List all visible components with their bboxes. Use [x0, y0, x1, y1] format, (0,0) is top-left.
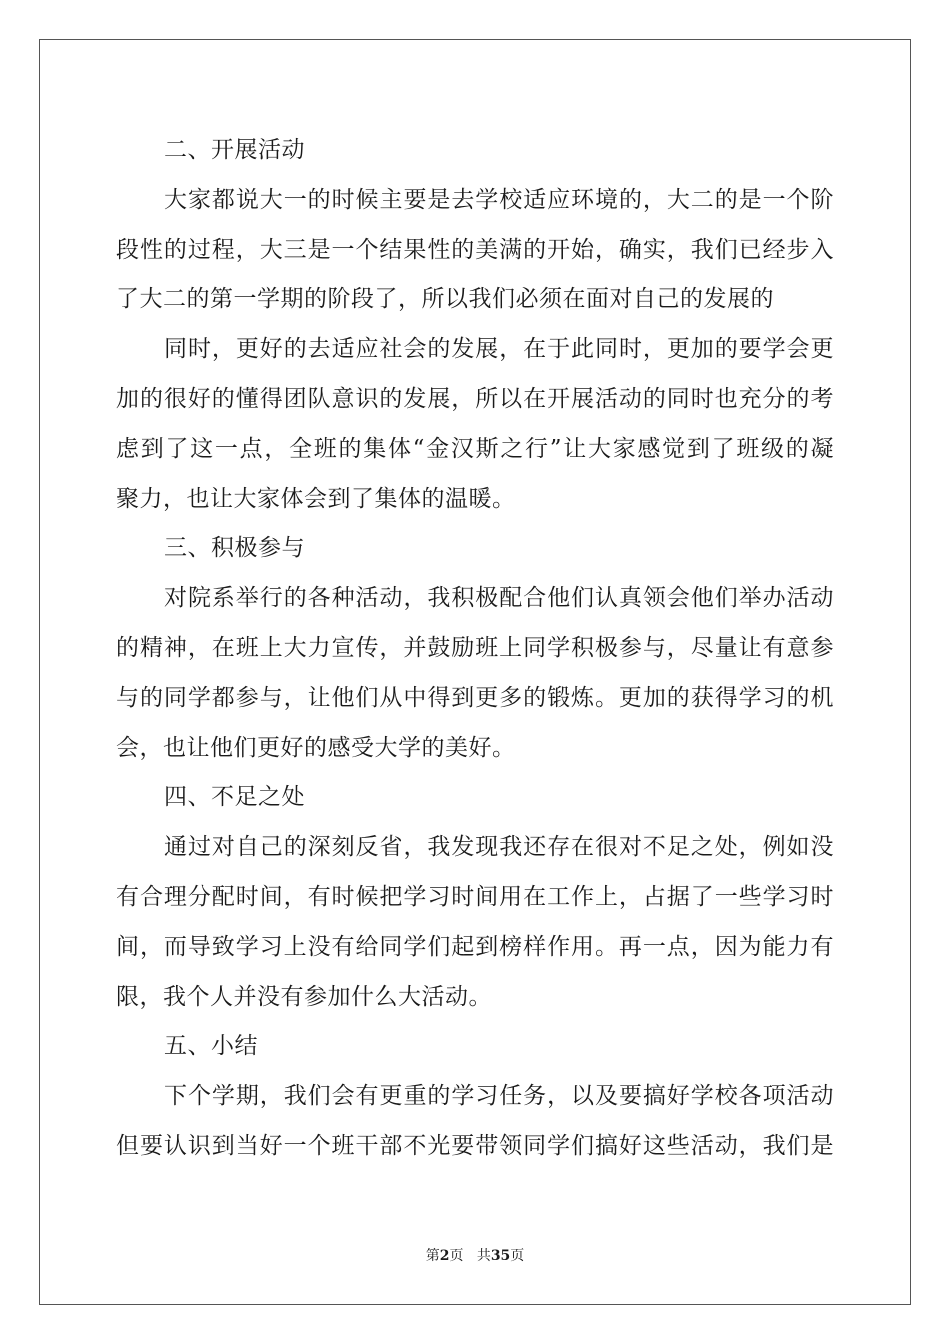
text-line: 段性的过程，大三是一个结果性的美满的开始，确实，我们已经步入	[116, 236, 834, 263]
total-pages: 35	[490, 1248, 511, 1264]
total-suffix: 页	[510, 1248, 525, 1264]
document-body	[116, 126, 834, 1172]
text-line: 但要认识到当好一个班干部不光要带领同学们搞好这些活动，我们是	[116, 1132, 834, 1159]
text-line: 会，也让他们更好的感受大学的美好。	[116, 734, 516, 761]
page-prefix: 第	[425, 1248, 440, 1264]
text-line: 了大二的第一学期的阶段了，所以我们必须在面对自己的发展的	[116, 286, 774, 313]
page-number: 2	[439, 1248, 450, 1264]
text-line: 的精神，在班上大力宣传，并鼓励班上同学积极参与，尽量让有意参	[116, 634, 834, 661]
text-line: 聚力，也让大家体会到了集体的温暖。	[116, 485, 516, 512]
text-line: 二、开展活动	[164, 137, 305, 163]
text-line: 大家都说大一的时候主要是去学校适应环境的，大二的是一个阶	[164, 186, 834, 213]
text-line: 与的同学都参与，让他们从中得到更多的锻炼。更加的获得学习的机	[116, 684, 834, 711]
text-line: 加的很好的懂得团队意识的发展，所以在开展活动的同时也充分的考	[116, 385, 834, 412]
text-line: 限，我个人并没有参加什么大活动。	[116, 983, 492, 1010]
text-line: 同时，更好的去适应社会的发展，在于此同时，更加的要学会更	[164, 336, 834, 363]
text-line: 虑到了这一点，全班的集体“金汉斯之行”让大家感觉到了班级的凝	[116, 435, 834, 462]
text-line: 五、小结	[164, 1033, 258, 1060]
text-line: 有合理分配时间，有时候把学习时间用在工作上，占据了一些学习时	[116, 883, 834, 910]
text-line: 下个学期，我们会有更重的学习任务，以及要搞好学校各项活动	[164, 1083, 834, 1110]
total-prefix: 共	[476, 1248, 491, 1264]
text-line: 三、积极参与	[164, 535, 305, 562]
text-line: 间，而导致学习上没有给同学们起到榜样作用。再一点，因为能力有	[116, 933, 834, 960]
text-line: 四、不足之处	[164, 784, 305, 811]
text-line: 通过对自己的深刻反省，我发现我还存在很对不足之处，例如没	[164, 834, 834, 861]
text-line: 对院系举行的各种活动，我积极配合他们认真领会他们举办活动	[164, 585, 834, 612]
page-footer	[0, 1245, 950, 1265]
page-suffix: 页	[449, 1248, 464, 1264]
